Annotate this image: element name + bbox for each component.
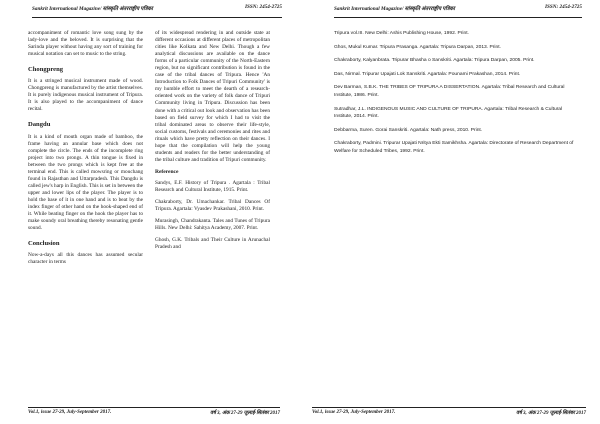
heading-dangdu: Dangdu — [28, 121, 51, 129]
heading-chongpreng: Chongpreng — [28, 66, 64, 74]
reference-item: Sutradhar, J.L. INDIGENOUS MUSIC AND CULTURE OF TRIPURA. Agartala: Tribal Research & Cultural Institute, 2014. Print. — [334, 106, 563, 120]
journal-title: Sankrit International Magazine/ सांस्कृति अंतरराष्ट्रीय पत्रिका — [32, 6, 153, 12]
reference-item: Tripura vol.III. New Delhi: Ashis Publishing House, 1992. Print. — [334, 31, 469, 36]
reference-item: Dev Barman, S.B.K. THE TRIBES OF TRIPURA A DISSERTATION. Agartala: Tribal Research and Cultural Institute, 1986. Print. — [334, 85, 565, 98]
conclusion-paragraph: Now-a-days all this dances has assumed secular character in terms — [28, 252, 143, 266]
volume-label: Vol.1, issue 27-29, July-September 2017. — [28, 410, 112, 415]
page-footer — [28, 410, 280, 420]
header-rule — [334, 17, 582, 18]
right-page — [300, 0, 600, 424]
references-list — [334, 30, 574, 162]
page-footer — [312, 410, 586, 420]
footer-rule — [28, 407, 280, 408]
volume-hindi-label: वर्ष 3, अंक 27-29 जुलाई-सितंबर 2017 — [210, 411, 280, 416]
reference-item: Chakraborty, Dr. Umachankar. Tribal Dances Of Tripura. Agartala: Vyasdev Prakashani, 2010. Print. — [155, 199, 270, 213]
heading-reference: Reference — [155, 168, 179, 175]
body-paragraph: of its widespread rendering in and outside state at different occasions at different places of metropolitan cities like Kolkata and New Delhi. Though a few analytical discussions are available on the dance forms of a particular community of the North-Eastern region, but no significant contribution is found in the case of the tribal dances of Tripura. Hence 'An Introduction to Folk Dances of Tripuri Community' is my humble effort to meet the dearth of a research-oriented work on the variety of folk dance of Tripuri Community living in Tripura. Discussion has been done with a critical out look and observation has been based on field survey for which I had to visit the tribal dominated areas to observe their life-style, social customs, festivals and ceremonies and rites and rituals which have pretty reflection on their dances. I hope that the compilation will help the young students and readers for the better understanding of the tribal culture and tradition of Tripuri community. — [155, 30, 270, 163]
reference-item: Chakraborty, Kalyanbrata. Tripurar Bhasha o Sanskriti. Agartala: Tripura Darpan, 2005. Print. — [334, 58, 535, 64]
reference-item: Ghosh, G.K. Tribals and Their Culture in Arunachal Pradesh and — [155, 237, 270, 251]
reference-item: Murasingh, Chandrakanta. Tales and Tunes of Tripura Hills. New Delhi: Sahitya Academy, 2007. Print. — [155, 218, 270, 232]
column-1 — [28, 30, 143, 271]
heading-conclusion: Conclusion — [28, 240, 60, 248]
dangdu-paragraph: It is a kind of mouth organ made of bamboo, the frame having an annular base which does not complete the circle. The ends of the incomplete ring project into two prongs. A thin tongue is fixed in between the two prongs which is kept free at the terminal end. This is called mowsring or mouchang found in Rajasthan and Uttarpradesh. This Dangdu is called jew's harp in English. This is set in between the upper and lower lips of the player. The player is to hold the base of it in one hand and is to beat by the index finger of other hand on the hook-shaped end of it. While beating finger on the hook the player has to make soundy oral breathing thereby resonating gentle sound. — [28, 133, 143, 232]
reference-item: Debbarma, Suren. Gorai Sanskriti. Agartala: Nath press, 2010. Print. — [334, 127, 483, 133]
chongpreng-paragraph: It is a stringed musical instrument made of wood. Chongpreng is manufactured by the artist themselves. It is purely indigenous musical instrument of Tripura. It is also played to the accompaniment of dance recital. — [28, 78, 143, 113]
header-rule — [32, 17, 282, 18]
reference-item: Ghos, Mukul Kumar. Tripura Prasanga. Agartala: Tripura Darpan, 2013. Print. — [334, 44, 501, 50]
intro-paragraph: accompaniment of romantic love song sung by the lady-love and the beloved. It is surprising that the Sarinda player without having any sort of training for musical notation can set to music to the string. — [28, 30, 143, 58]
page-header — [334, 4, 582, 16]
journal-title: Sankrit International Magazine/ सांस्कृति अंतरराष्ट्रीय पत्रिका — [334, 6, 455, 12]
volume-label: Vol.1, issue 27-29, July-September 2017. — [312, 410, 396, 415]
page-header — [32, 4, 282, 16]
column-2 — [155, 30, 270, 256]
reference-item: Sandys, E.F. History of Tripura . Agartala : Tribal Research and Cultural Institute, 1915. Print. — [155, 179, 270, 193]
reference-item: Chakraborty, Padmini. Tripurar Upajati Nritya Ekti Samikhsha. Agartala: Directorate of Research Department of Welfare for Scheduled Tribes, 1992. Print. — [334, 141, 574, 154]
issn-label: ISSN: 2454-2725 — [244, 4, 282, 10]
issn-label: ISSN: 2454-2725 — [544, 4, 582, 10]
footer-rule — [312, 407, 586, 408]
reference-item: Das, Nirmal. Tripurar Upajati Lok Sanskriti. Agartala: Pounami Prakashan, 2014. Print. — [334, 71, 521, 77]
volume-hindi-label: वर्ष 3, अंक 27-29 जुलाई-सितंबर 2017 — [516, 411, 586, 416]
